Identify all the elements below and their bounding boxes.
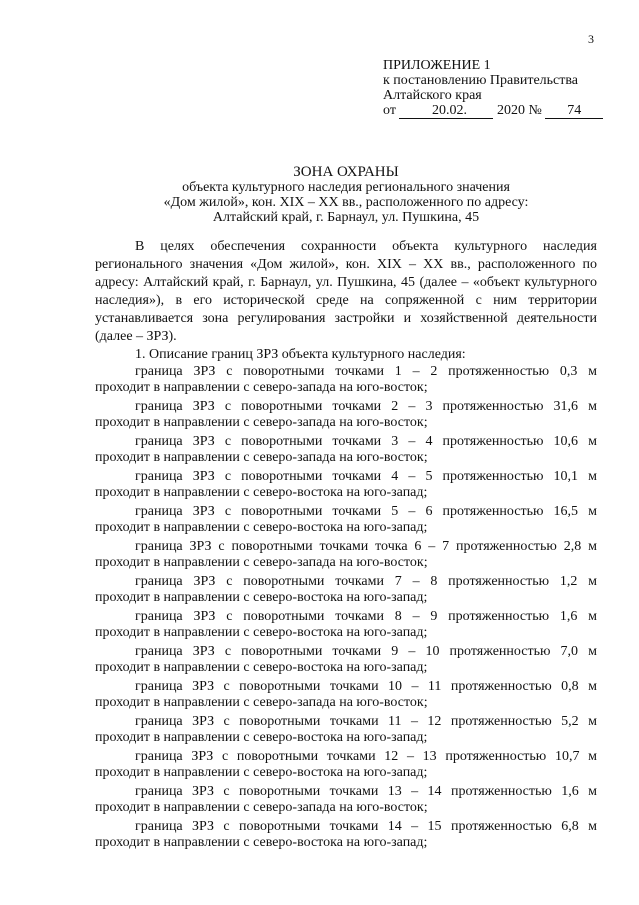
boundary-segment-text: граница ЗРЗ с поворотными точками 13 – 14 протяженностью 1,6 м [135, 784, 597, 799]
boundary-direction-text: проходит в направлении с северо-востока на юго-запад; [95, 765, 428, 780]
boundary-item [95, 644, 597, 676]
boundary-direction-text: проходит в направлении с северо-запада на юго-восток; [95, 380, 428, 395]
boundary-item [95, 609, 597, 641]
appendix-from-label: от [383, 103, 396, 118]
boundary-direction-text: проходит в направлении с северо-востока на юго-запад; [95, 835, 428, 850]
boundary-item [95, 434, 597, 466]
boundary-segment-text: граница ЗРЗ с поворотными точками 8 – 9 протяженностью 1,6 м [135, 609, 597, 624]
boundary-direction-text: проходит в направлении с северо-востока на юго-запад; [95, 660, 428, 675]
boundary-direction-text: проходит в направлении с северо-востока на юго-запад; [95, 485, 428, 500]
appendix-header [383, 58, 603, 119]
document-title-block [95, 165, 597, 225]
boundary-segment-text: граница ЗРЗ с поворотными точками 5 – 6 протяженностью 16,5 м [135, 504, 597, 519]
boundary-segment-text: граница ЗРЗ с поворотными точками 7 – 8 протяженностью 1,2 м [135, 574, 597, 589]
boundary-direction-text: проходит в направлении с северо-востока на юго-запад; [95, 625, 428, 640]
boundary-direction-text: проходит в направлении с северо-востока на юго-запад; [95, 520, 428, 535]
boundary-segment-text: граница ЗРЗ с поворотными точками 9 – 10 протяженностью 7,0 м [135, 644, 597, 659]
appendix-date-line [383, 103, 603, 119]
section-1-heading: 1. Описание границ ЗРЗ объекта культурного наследия: [135, 347, 466, 362]
title-line-3: Алтайский край, г. Барнаул, ул. Пушкина, 45 [212, 210, 480, 225]
appendix-region-line: Алтайского края [383, 88, 482, 103]
boundary-item [95, 469, 597, 501]
boundary-segment-text: граница ЗРЗ с поворотными точками 3 – 4 протяженностью 10,6 м [135, 434, 597, 449]
boundary-item [95, 784, 597, 816]
boundary-direction-text: проходит в направлении с северо-запада на юго-восток; [95, 800, 428, 815]
boundary-segment-text: граница ЗРЗ с поворотными точками 12 – 13 протяженностью 10,7 м [135, 749, 597, 764]
boundary-item [95, 364, 597, 396]
boundary-segment-text: граница ЗРЗ с поворотными точками 2 – 3 протяженностью 31,6 м [135, 399, 597, 414]
appendix-date: 20.02. [399, 104, 493, 119]
appendix-title: ПРИЛОЖЕНИЕ 1 [383, 58, 491, 73]
appendix-year: 2020 № [496, 103, 542, 118]
title-line-1: объекта культурного наследия регионального значения [182, 180, 510, 195]
boundary-direction-text: проходит в направлении с северо-запада на юго-восток; [95, 415, 428, 430]
boundary-item [95, 749, 597, 781]
boundary-segment-text: граница ЗРЗ с поворотными точками 11 – 12 протяженностью 5,2 м [135, 714, 597, 729]
boundary-direction-text: проходит в направлении с северо-востока на юго-запад; [95, 730, 428, 745]
appendix-decree-line: к постановлению Правительства [383, 73, 579, 88]
boundary-item [95, 504, 597, 536]
boundary-list [95, 364, 597, 851]
boundary-direction-text: проходит в направлении с северо-запада на юго-восток; [95, 555, 428, 570]
boundary-segment-text: граница ЗРЗ с поворотными точками 10 – 11 протяженностью 0,8 м [135, 679, 597, 694]
boundary-segment-text: граница ЗРЗ с поворотными точками 4 – 5 протяженностью 10,1 м [135, 469, 597, 484]
boundary-direction-text: проходит в направлении с северо-запада на юго-восток; [95, 450, 428, 465]
page-number: 3 [588, 32, 594, 46]
boundary-item [95, 539, 597, 571]
boundary-item [95, 679, 597, 711]
appendix-number: 74 [545, 104, 603, 119]
document-body [95, 238, 597, 854]
boundary-segment-text: граница ЗРЗ с поворотными точками точка 6 – 7 протяженностью 2,8 м [135, 539, 597, 554]
boundary-item [95, 714, 597, 746]
intro-paragraph: В целях обеспечения сохранности объекта культурного наследия регионального значения «Дом жилой», кон. XIX – XX вв., расположенного по адресу: Алтайский край, г. Барнаул, ул. Пушкина, 45 (далее – «объект культурного наследия»), в его исторической среде на сопряженной с ним территории устанавливается зона регулирования застройки и хозяйственной деятельности (далее – ЗРЗ). [95, 239, 597, 344]
boundary-item [95, 819, 597, 851]
boundary-item [95, 399, 597, 431]
title-line-2: «Дом жилой», кон. XIX – XX вв., расположенного по адресу: [163, 195, 529, 210]
boundary-direction-text: проходит в направлении с северо-запада на юго-восток; [95, 695, 428, 710]
boundary-segment-text: граница ЗРЗ с поворотными точками 1 – 2 протяженностью 0,3 м [135, 364, 597, 379]
document-heading: ЗОНА ОХРАНЫ [293, 164, 399, 180]
boundary-direction-text: проходит в направлении с северо-востока на юго-запад; [95, 590, 428, 605]
boundary-item [95, 574, 597, 606]
boundary-segment-text: граница ЗРЗ с поворотными точками 14 – 15 протяженностью 6,8 м [135, 819, 597, 834]
